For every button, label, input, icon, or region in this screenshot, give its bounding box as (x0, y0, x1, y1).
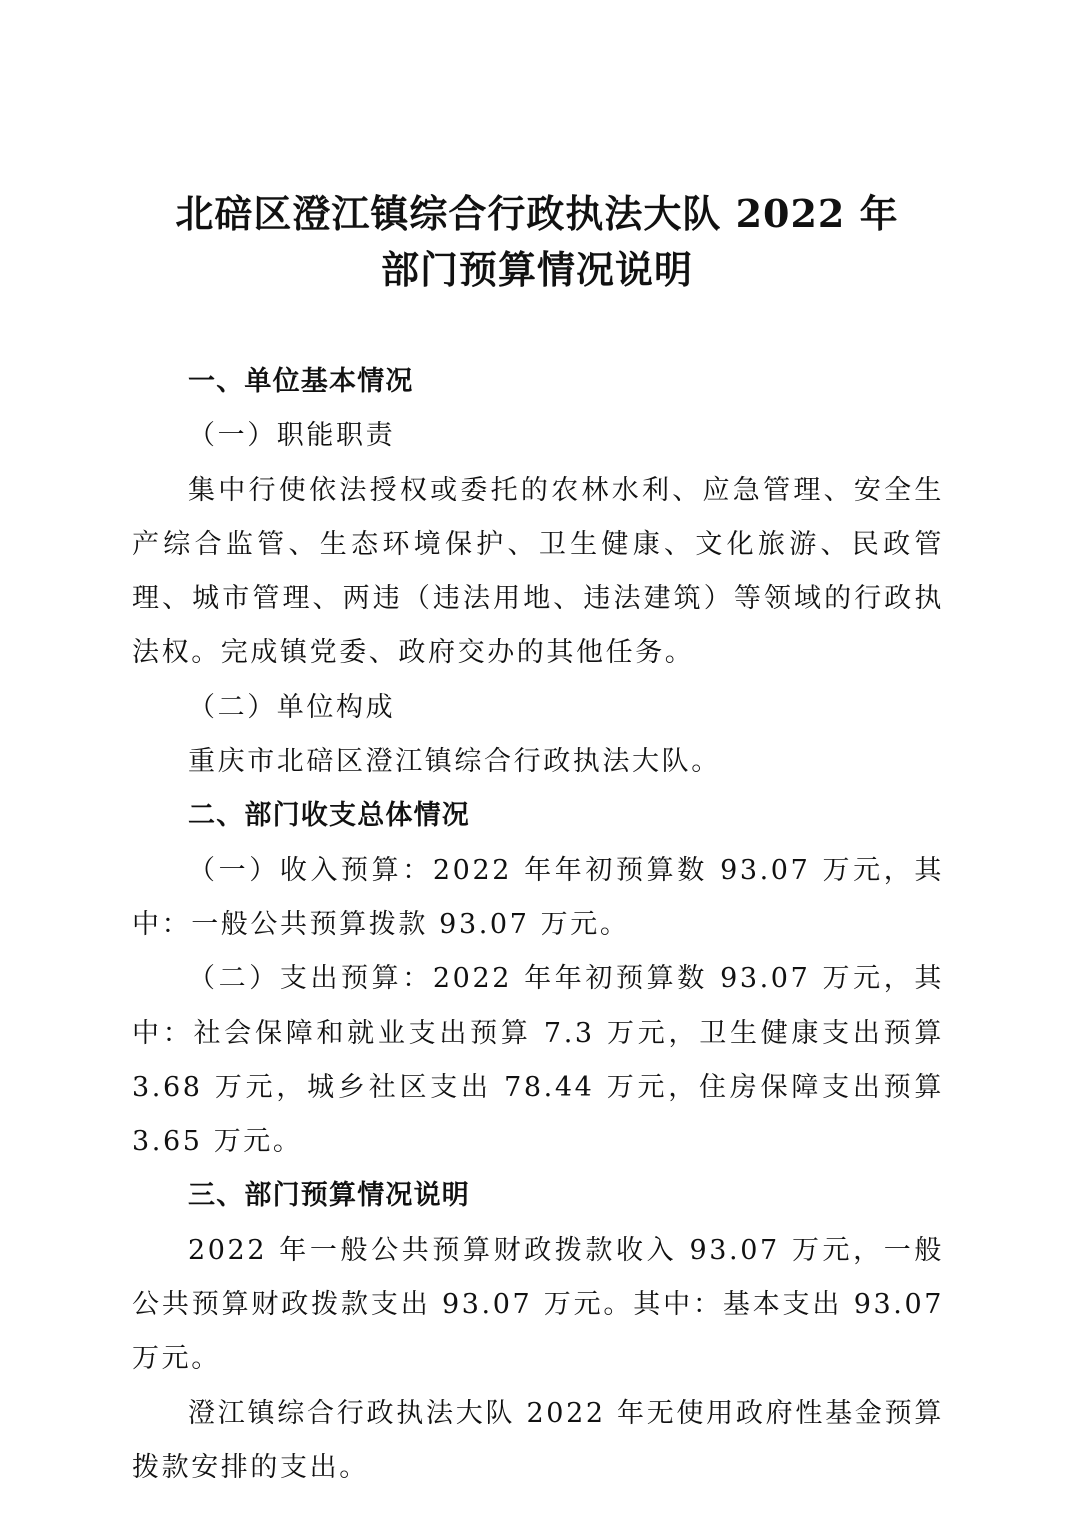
section-1-heading: 一、单位基本情况 (188, 366, 414, 397)
section-1-sub-2-text: 重庆市北碚区澄江镇综合行政执法大队。 (188, 746, 721, 778)
section-3-paragraph-1: 2022 年一般公共预算财政拨款收入 93.07 万元，一般公共预算财政拨款支出 93.07 万元。其中：基本支出 93.07 万元。 (132, 1234, 944, 1375)
section-2-heading: 二、部门收支总体情况 (188, 800, 470, 832)
section-3-heading: 三、部门预算情况说明 (188, 1180, 470, 1212)
section-1-sub-1-text: 集中行使依法授权或委托的农林水利、应急管理、安全生产综合监管、生态环境保护、卫生健康、文化旅游、民政管理、城市管理、两违（违法用地、违法建筑）等领域的行政执法权。完成镇党委、政府交办的其他任务。 (132, 474, 944, 669)
section-1-sub-1-heading: （一）职能职责 (188, 420, 396, 452)
document-body (132, 355, 944, 1495)
section-2-expense-text: （二）支出预算：2022 年年初预算数 93.07 万元，其中：社会保障和就业支出预算 7.3 万元，卫生健康支出预算 3.68 万元，城乡社区支出 78.44 万元，住房保障支出预算 3.65 万元。 (132, 963, 944, 1158)
document-title-line-2: 部门预算情况说明 (380, 247, 693, 292)
section-1-sub-2-heading: （二）单位构成 (188, 691, 396, 723)
document-title-line-1: 北碚区澄江镇综合行政执法大队 2022 年 (175, 191, 899, 236)
section-3-paragraph-2: 澄江镇综合行政执法大队 2022 年无使用政府性基金预算拨款安排的支出。 (132, 1397, 944, 1483)
section-2-income-text: （一）收入预算：2022 年年初预算数 93.07 万元，其中：一般公共预算拨款 93.07 万元。 (132, 854, 944, 940)
